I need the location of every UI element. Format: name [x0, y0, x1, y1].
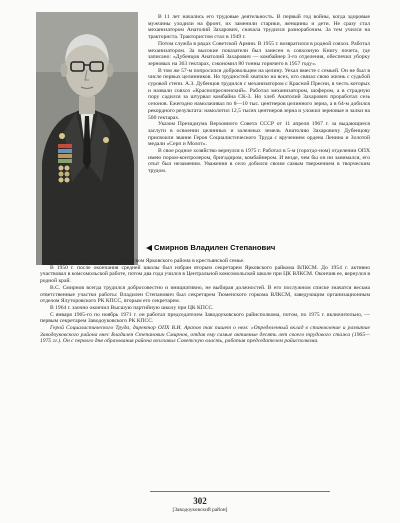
person-name: Смирнов Владилен Степанович — [154, 243, 276, 252]
paragraph: В 11 лет начались его трудовые деятельность. В первый год войны, когда здоровые мужчины уходили на фронт, их заменили старики, женщины и дети. Не сразу стал механизатором Анатолий Захарович, сначала трудился разнорабочим. За тем учился на тракториста. Трактористом стал в 1949 г. — [148, 14, 370, 41]
quotation-paragraph: Герой Социалистического Труда, директор ОПХ В.И. Арапов так пишет о нем: «Определенный вклад в становление и развитие Заводоуковского района внес Владилен Степанович Смирнов, отдав ему самые активные десять лет своего трудового стажа (1965—1975 гг.). Он с первого дня образования района возглавил Советскую власть, работая председателем райисполкома. — [40, 325, 370, 345]
page-number: 302 — [193, 496, 207, 506]
paragraph: В 1964 г. заочно окончил Высшую партийную школу при ЦК КПСС. — [50, 304, 214, 311]
portrait-illustration — [36, 12, 138, 265]
footer-divider — [150, 491, 330, 492]
paragraph: В 1950 г. после окончания средней школы был избран вторым секретарем Ярковского райкома ВЛКСМ. До 1954 г. активно участвовал в комсомольской работе, потом два года учился в Центральной комсомольской школе при ЦК ВЛКСМ. Окончив ее, вернулся в родной край. — [40, 264, 370, 285]
triangle-marker-icon — [146, 245, 152, 251]
biography-bottom-column — [40, 258, 370, 345]
biography-top-column — [148, 14, 370, 175]
paragraph: Родился 5 июня 1932 г. в с. Покровском Ярковского района в крестьянской семье. — [50, 258, 245, 264]
paragraph: Потом служба в рядах Советской Армии. В 1955 г. возвратился в родной совхоз. Работал механизатором. За высокие показатели был занесен в совхозную Книгу почета, где записано: «Дубенцов Анатолий Захарович — комбайнер 3-го отделения, обеспечил уборку зерновых на 363 гектарах, сэкономил 80 тонны горючего в 1957 году». — [148, 40, 370, 67]
person-name-heading — [146, 243, 372, 252]
paragraph: В том же 57-м попросился добровольцем на целину. Уехал вместе с семьей. Он не был в числе первых целинников. Но трудностей хватило на всех, кто связал свою жизнь с судьбой суровой степи. А.З. Дубенцов трудился с механизатором с Красной Пресни, в честь которых и назвали совхоз «Краснопресненский». Работал механизатором, шофером, а в страдную пору садился за штурвал комбайна СК-3. Но хлеб Анатолий Захарович проработал сезь сезонов. Ежегодно намолачивал по 8—10 тыс. центнеров целинного зерна, а в 64-м добился рекордного результата: намолотил 12,5 тысяч центнеров зерна и уложил зерновые и залки на 500 гектарах. — [148, 67, 370, 121]
paragraph: В свое родное хозяйство вернулся в 1975 г. Работал в 5-м (горотдо-ном) отделении ОПХ имею пором-контролером, бригадиром, комбайнером. И везде, чем бы он ни занимался, его отыт был незаменим. Уважения в село добился своим самым твержением в творческим трудом. — [148, 148, 370, 175]
footer-caption: [Заводоуковский район] — [172, 507, 228, 513]
paragraph: Указом Президиума Верховного Совета СССР от 11 апреля 1967 г. за выдающиеся заслуги в освоении целинных и залежных земель Анатолию Захаровичу Дубенцову присвоили звание Героя Социалистического Труда с вручением ордена Ленина и Золотой медали «Серп и Молот». — [148, 121, 370, 148]
paragraph: С января 1965-го по ноябрь 1971 г. он работал председателем Заводоуковского райисполкома, потом, по 1975 г. включительно, — первым секретарем Заводоуковского РК КПСС. — [40, 311, 370, 325]
portrait-photo — [36, 12, 138, 265]
paragraph: В.С. Смирнов всегда трудился добросовестно и инициативно, не выбирая должностей. В его послужном списке значатся весьма ответственные участки работы: Владилен Степанович был секретарем Тюменского горкома ВЛКСМ, заведующим организационным отделом Ялуторовского РК КПСС, вторым его секретарем. — [40, 284, 370, 305]
